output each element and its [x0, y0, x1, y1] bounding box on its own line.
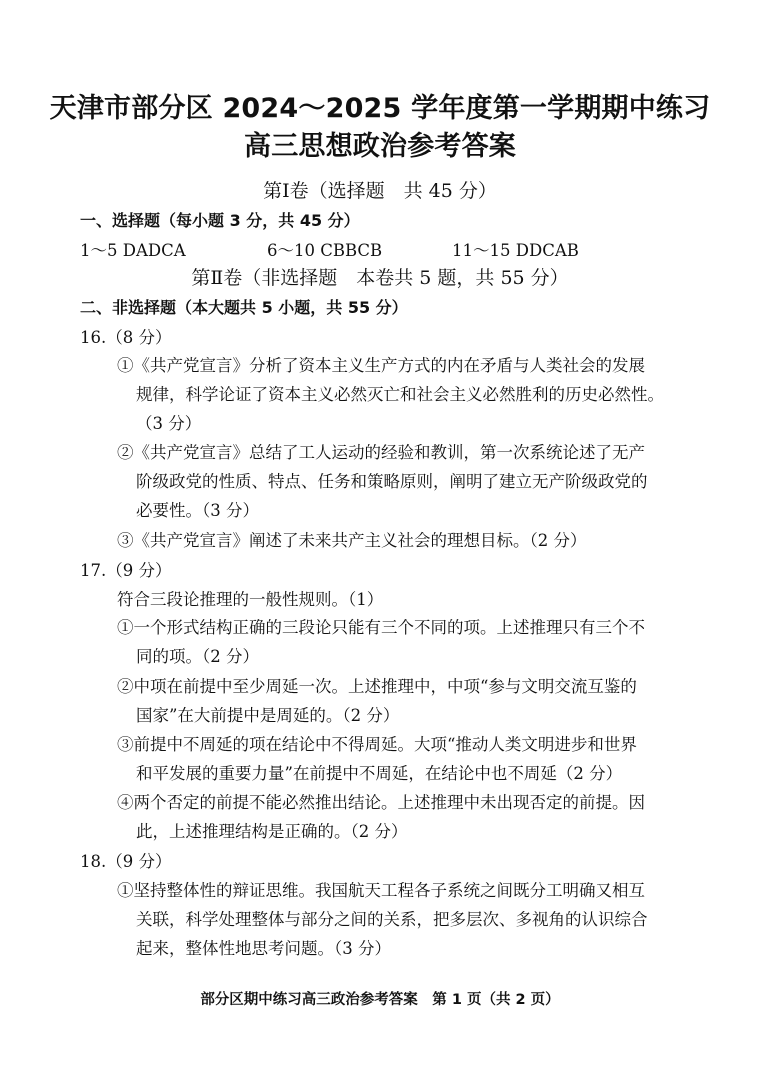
- answer-group-6-10: 6～10 CBBCB: [267, 241, 383, 260]
- q18-line: 关联，科学处理整体与部分之间的关系，把多层次、多视角的认识综合: [136, 910, 648, 929]
- answer-group-1-5: 1～5 DADCA: [80, 241, 186, 260]
- q17-line: 和平发展的重要力量”在前提中不周延，在结论中也不周延（2 分）: [136, 764, 623, 783]
- q16-line: ②《共产党宣言》总结了工人运动的经验和教训，第一次系统论述了无产: [117, 443, 645, 462]
- section-1-title: 一、选择题（每小题 3 分，共 45 分）: [80, 211, 360, 230]
- q17-line: 此，上述推理结构是正确的。（2 分）: [136, 822, 408, 841]
- document-title-line-1: 天津市部分区 2024～2025 学年度第一学期期中练习: [49, 93, 711, 124]
- q16-line: 阶级政党的性质、特点、任务和策略原则，阐明了建立无产阶级政党的: [136, 472, 648, 491]
- q17-line: ①一个形式结构正确的三段论只能有三个不同的项。上述推理只有三个不: [117, 618, 645, 637]
- q16-line: 规律，科学论证了资本主义必然灭亡和社会主义必然胜利的历史必然性。: [136, 385, 664, 404]
- document-title-line-2: 高三思想政治参考答案: [244, 131, 516, 162]
- question-16-number: 16.（8 分）: [80, 328, 172, 347]
- answer-group-11-15: 11～15 DDCAB: [452, 241, 579, 260]
- q16-line: 必要性。（3 分）: [136, 501, 259, 520]
- q17-line: 同的项。（2 分）: [136, 647, 259, 666]
- question-18-number: 18.（9 分）: [80, 852, 172, 871]
- part-1-heading: 第Ⅰ卷（选择题 共 45 分）: [263, 180, 497, 202]
- section-2-title: 二、非选择题（本大题共 5 小题，共 55 分）: [80, 298, 408, 317]
- q18-line: ①坚持整体性的辩证思维。我国航天工程各子系统之间既分工明确又相互: [117, 881, 645, 900]
- q17-line: 国家”在大前提中是周延的。（2 分）: [136, 706, 400, 725]
- page-footer: 部分区期中练习高三政治参考答案 第 1 页（共 2 页）: [200, 992, 560, 1008]
- q18-line: 起来，整体性地思考问题。（3 分）: [136, 939, 391, 958]
- q17-line: ③前提中不周延的项在结论中不得周延。大项“推动人类文明进步和世界: [117, 735, 637, 754]
- q17-line: ④两个否定的前提不能必然推出结论。上述推理中未出现否定的前提。因: [117, 793, 645, 812]
- question-17-number: 17.（9 分）: [80, 561, 172, 580]
- q17-line: ②中项在前提中至少周延一次。上述推理中，中项“参与文明交流互鉴的: [117, 677, 637, 696]
- q16-line: ①《共产党宣言》分析了资本主义生产方式的内在矛盾与人类社会的发展: [117, 356, 645, 375]
- part-2-heading: 第Ⅱ卷（非选择题 本卷共 5 题，共 55 分）: [191, 267, 569, 289]
- q16-line: ③《共产党宣言》阐述了未来共产主义社会的理想目标。（2 分）: [117, 531, 587, 550]
- q16-line: （3 分）: [136, 414, 202, 433]
- q17-line: 符合三段论推理的一般性规则。（1）: [117, 590, 384, 609]
